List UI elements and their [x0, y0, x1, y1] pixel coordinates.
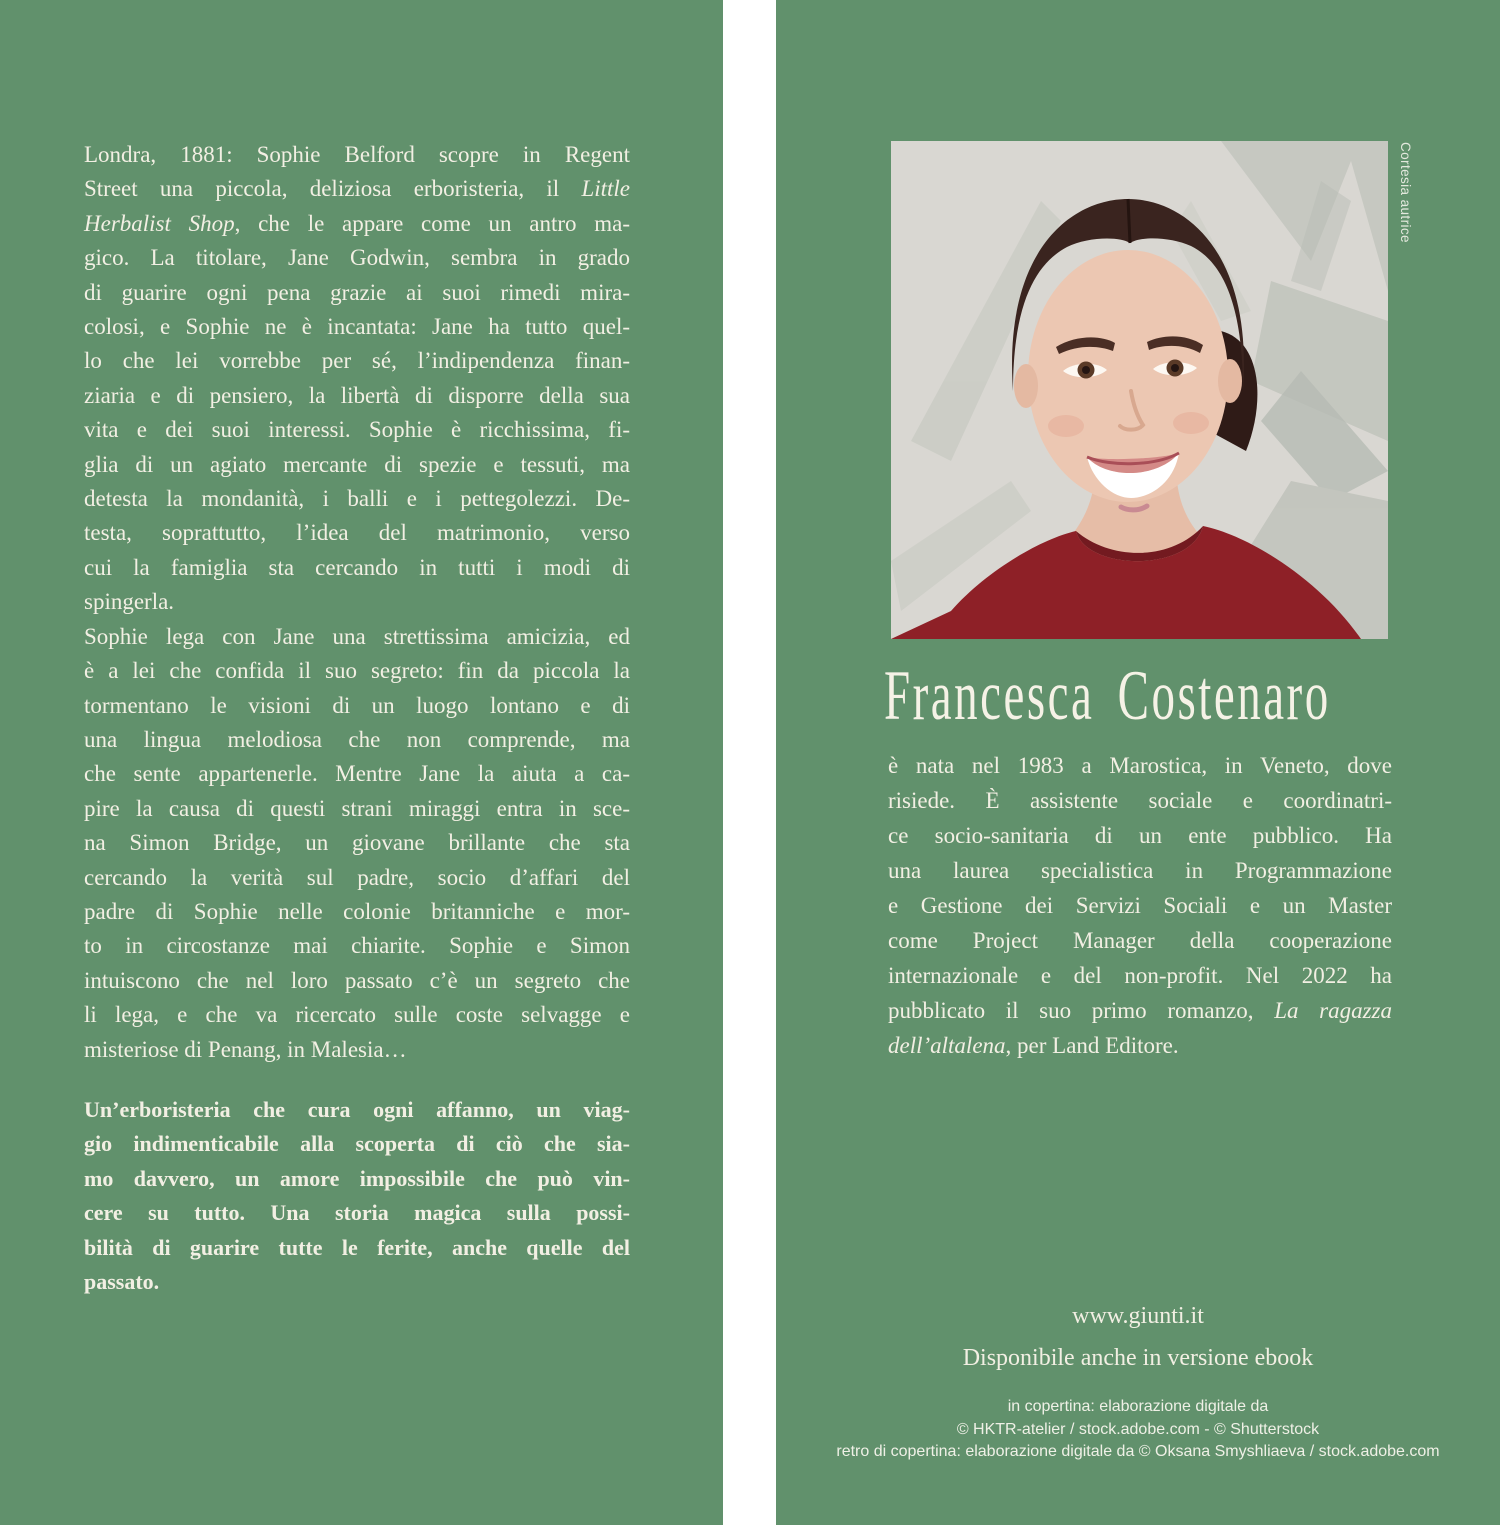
text-line: Un’erboristeria che cura ogni affanno, un viag- [84, 1096, 630, 1122]
text-line: cere su tutto. Una storia magica sulla possi- [84, 1200, 630, 1226]
photo-credit-vertical: Cortesia autrice [1398, 142, 1413, 243]
text-line: che sente appartenerle. Mentre Jane la aiuta a ca- [84, 761, 630, 787]
author-portrait-illustration [891, 141, 1388, 639]
text-line: lo che lei vorrebbe per sé, l’indipendenza finan- [84, 348, 630, 374]
text-line: internazionale e del non-profit. Nel 2022 ha [888, 963, 1392, 988]
author-name: Francesca Costenaro [884, 657, 1331, 736]
text-line: in copertina: elaborazione digitale da [1007, 1398, 1269, 1415]
text-line: detesta la mondanità, i balli e i pettegolezzi. De- [84, 486, 630, 512]
text-line: è a lei che confida il suo segreto: fin da piccola la [84, 658, 630, 684]
paragraph [84, 620, 630, 1067]
publisher-website: www.giunti.it [1072, 1303, 1204, 1329]
text-line: una laurea specialistica in Programmazione [888, 858, 1392, 883]
text-line: passato. [84, 1269, 160, 1294]
author-photo [891, 141, 1388, 639]
cover-credits [776, 1396, 1500, 1464]
text-line: © HKTR-atelier / stock.adobe.com - © Shutterstock [956, 1420, 1320, 1438]
paragraph [84, 138, 630, 620]
text-line: na Simon Bridge, un giovane brillante che sta [84, 830, 630, 856]
synopsis-text-block [84, 138, 630, 1299]
text-line: una lingua melodiosa che non comprende, ma [84, 726, 630, 752]
text-line: vita e dei suoi interessi. Sophie è ricchissima, fi- [84, 417, 630, 443]
text-line: padre di Sophie nelle colonie britanniche e mor- [84, 898, 630, 924]
text-line: Sophie lega con Jane una strettissima amicizia, ed [84, 623, 630, 649]
text-line: gio indimenticabile alla scoperta di ciò che sia- [84, 1131, 630, 1157]
back-flap-panel [0, 0, 723, 1525]
text-line: misteriose di Penang, in Malesia… [84, 1036, 407, 1062]
text-line: spingerla. [84, 589, 175, 615]
text-line: come Project Manager della cooperazione [888, 928, 1392, 953]
paragraph [84, 1093, 630, 1299]
paragraph [776, 1396, 1500, 1464]
author-flap-panel [776, 0, 1500, 1525]
text-line: cui la famiglia sta cercando in tutti i modi di [84, 554, 630, 580]
text-line: di guarire ogni pena grazie ai suoi rimedi mira- [84, 279, 630, 305]
text-line: glia di un agiato mercante di spezie e tessuti, ma [84, 451, 630, 477]
author-bio-text [888, 748, 1392, 1063]
text-line: pire la causa di questi strani miraggi entra in sce- [84, 795, 630, 821]
text-line: Street una piccola, deliziosa erboristeria, il Little [84, 176, 630, 202]
text-line: gico. La titolare, Jane Godwin, sembra in grado [84, 245, 630, 271]
text-line: retro di copertina: elaborazione digitale da © Oksana Smyshliaeva / stock.adobe.com [836, 1443, 1440, 1460]
text-line: colosi, e Sophie ne è incantata: Jane ha tutto quel- [84, 314, 630, 340]
text-line: dell’altalena, per Land Editore. [888, 1033, 1179, 1058]
paragraph [888, 748, 1392, 1063]
text-line: intuiscono che nel loro passato c’è un segreto che [84, 967, 630, 993]
text-line: è nata nel 1983 a Marostica, in Veneto, dove [888, 753, 1392, 778]
text-line: pubblicato il suo primo romanzo, La ragazza [888, 998, 1392, 1023]
flap-footer [776, 1303, 1500, 1464]
ebook-availability-note: Disponibile anche in versione ebook [962, 1345, 1314, 1371]
text-line: ziaria e di pensiero, la libertà di disporre della sua [84, 382, 630, 408]
text-line: ce socio-sanitaria di un ente pubblico. Ha [888, 823, 1392, 848]
text-line: testa, soprattutto, l’idea del matrimonio, verso [84, 520, 630, 546]
text-line: cercando la verità sul padre, socio d’affari del [84, 864, 630, 890]
text-line: to in circostanze mai chiarite. Sophie e Simon [84, 933, 630, 959]
text-line: li lega, e che va ricercato sulle coste selvagge e [84, 1002, 630, 1028]
text-line: bilità di guarire tutte le ferite, anche quelle del [84, 1234, 630, 1260]
text-line: e Gestione dei Servizi Sociali e un Master [888, 893, 1392, 918]
text-line: Londra, 1881: Sophie Belford scopre in Regent [84, 142, 630, 167]
text-line: Herbalist Shop, che le appare come un antro ma- [84, 210, 630, 236]
text-line: risiede. È assistente sociale e coordinatri- [888, 788, 1392, 813]
text-line: mo davvero, un amore impossibile che può vin- [84, 1165, 630, 1191]
text-line: tormentano le visioni di un luogo lontano e di [84, 692, 630, 718]
